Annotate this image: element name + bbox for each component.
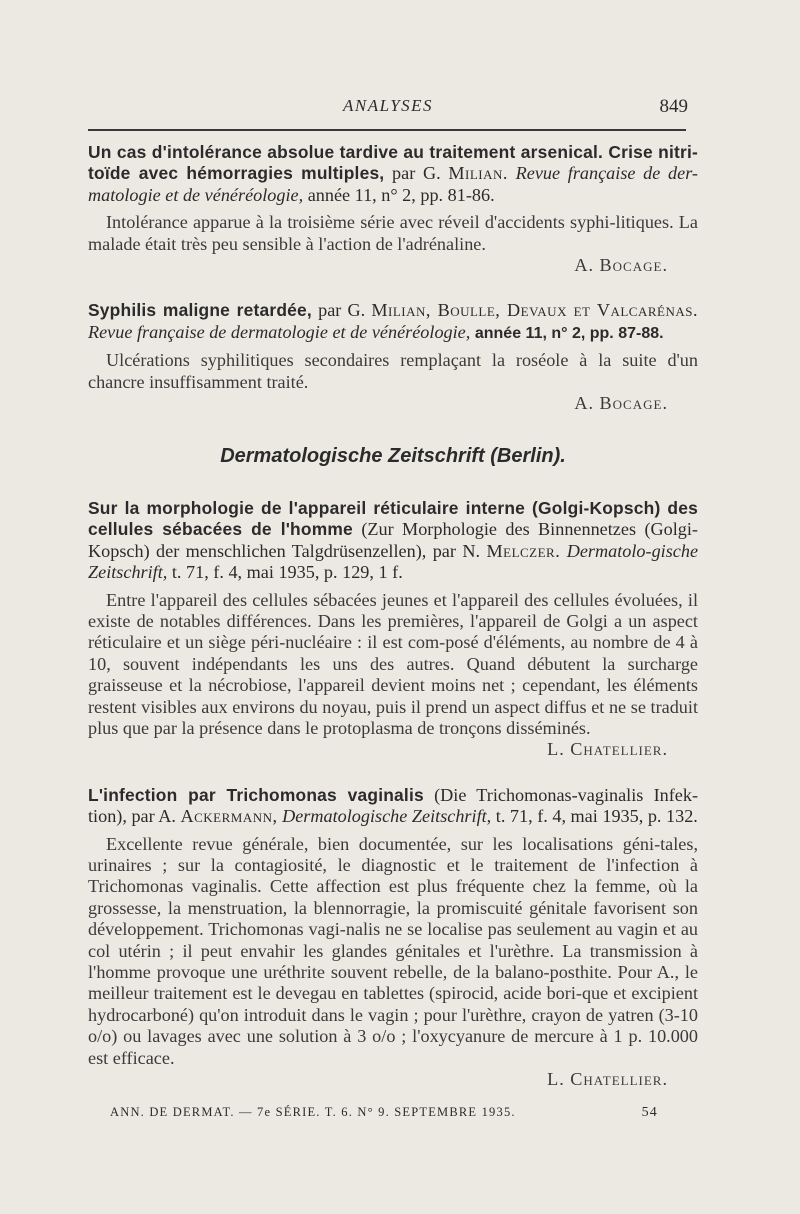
article-heading — [88, 300, 698, 344]
article-title: Sur la morphologie de l'appareil réticulaire interne (Golgi-Kopsch) des cellules sébacées de l'homme — [88, 497, 698, 540]
header-rule — [88, 129, 686, 131]
article-citation: année 11, n° 2, pp. 87-88. — [474, 324, 664, 342]
article-signature: L. Chatellier. — [547, 1069, 668, 1090]
article-body: Entre l'appareil des cellules sébacées jeunes et l'appareil des cellules évoluées, il existe de notables différences. Dans les premières, l'appareil de Golgi a un aspect réticulaire et un siège péri-nucléaire : il est com-posé d'éléments, au nombre de 4 à 10, souvent indépendants les uns des autres. Quand débutent la surcharge graisseuse et la nécrobiose, l'appareil devient moins net ; cependant, les éléments restent visibles aux environs du noyau, puis il prend un aspect diffus et ne se traduit plus que par la présence dans le protoplasma de tronçons disséminés. — [88, 589, 698, 738]
article-body: Ulcérations syphilitiques secondaires remplaçant la roséole à la suite d'un chancre insuffisamment traité. — [88, 350, 698, 392]
article-journal: Revue française de der-matologie et de vénéréologie, — [88, 163, 698, 205]
article — [88, 142, 698, 276]
article-authors: Melczer. — [486, 540, 561, 561]
article-journal: Dermatolo-gische Zeitschrift, — [88, 540, 699, 583]
article-heading — [88, 498, 698, 584]
article-heading — [88, 142, 698, 206]
article-authors: Milian. — [448, 163, 508, 184]
article-citation: t. 71, f. 4, mai 1935, p. 132. — [495, 806, 698, 827]
article-by: par G. — [392, 163, 441, 184]
running-head — [88, 96, 688, 126]
journal-section-heading: Dermatologische Zeitschrift (Berlin). — [220, 445, 566, 468]
article-title: Un cas d'intolérance absolue tardive au traitement arsenical. Crise nitri-toïde avec hémorragies multiples, — [88, 142, 698, 184]
article-signature: A. Bocage. — [574, 393, 668, 414]
article-citation: t. 71, f. 4, mai 1935, p. 129, 1 f. — [171, 562, 403, 583]
article-signature: A. Bocage. — [574, 255, 668, 276]
content — [88, 142, 698, 1114]
article-authors: Milian, Boulle, Devaux et Valcarénas. — [371, 300, 699, 321]
article-citation: année 11, n° 2, pp. 81-86. — [307, 184, 495, 205]
footer-citation: ANN. DE DERMAT. — 7e SÉRIE. T. 6. N° 9. SEPTEMBRE 1935. — [110, 1105, 516, 1119]
article — [88, 498, 698, 761]
article-signature: L. Chatellier. — [547, 739, 668, 760]
article-original-title: (Zur Morphologie des Binnennetzes (Golgi-Kopsch) der menschlichen Talgdrüsenzellen), par N. — [88, 519, 698, 561]
article-authors: Ackermann, — [180, 806, 278, 827]
article-heading — [88, 785, 698, 828]
page-number: 849 — [659, 96, 688, 117]
article — [88, 300, 698, 414]
footer-sheet-number: 54 — [641, 1105, 658, 1120]
article-journal: Dermatologische Zeitschrift, — [282, 806, 492, 827]
running-title: ANALYSES — [342, 96, 434, 115]
article-title: Syphilis maligne retardée, — [88, 300, 312, 321]
article — [88, 785, 698, 1091]
article-title: L'infection par Trichomonas vaginalis — [88, 784, 424, 805]
article-journal: Revue française de dermatologie et de vénéréologie, — [88, 321, 471, 342]
article-body: Excellente revue générale, bien documentée, sur les localisations géni-tales, urinaires ; sur la contagiosité, le diagnostic et le traitement de l'infection à Trichomonas vaginalis. Cette affection est plus fréquente chez la femme, où la grossesse, la menstruation, la blennorragie, la promiscuité génitale favorisent son développement. Trichomonas vagi-nalis ne se localise pas seulement au vagin et au col utérin ; il peut envahir les glandes génitales et l'urèthre. La transmission à l'homme provoque une uréthrite souvent rebelle, de la balano-posthite. Pour A., le meilleur traitement est le devegau en tablettes (spirocid, acide bori-que et excipient hydrocarboné) qu'on introduit dans le vagin ; pour l'urèthre, crayon de yatren (3-10 o/o) ou lavages avec une solution à 3 o/o ; l'oxycyanure de mercure à 1 p. 10.000 est efficace. — [88, 833, 698, 1068]
article-body: Intolérance apparue à la troisième série avec réveil d'accidents syphi-litiques. La malade était très peu sensible à l'action de l'adrénaline. — [88, 212, 698, 254]
article-by: par G. — [318, 300, 366, 321]
article-original-title: (Die Trichomonas-vaginalis Infek-tion), par A. — [88, 784, 698, 827]
